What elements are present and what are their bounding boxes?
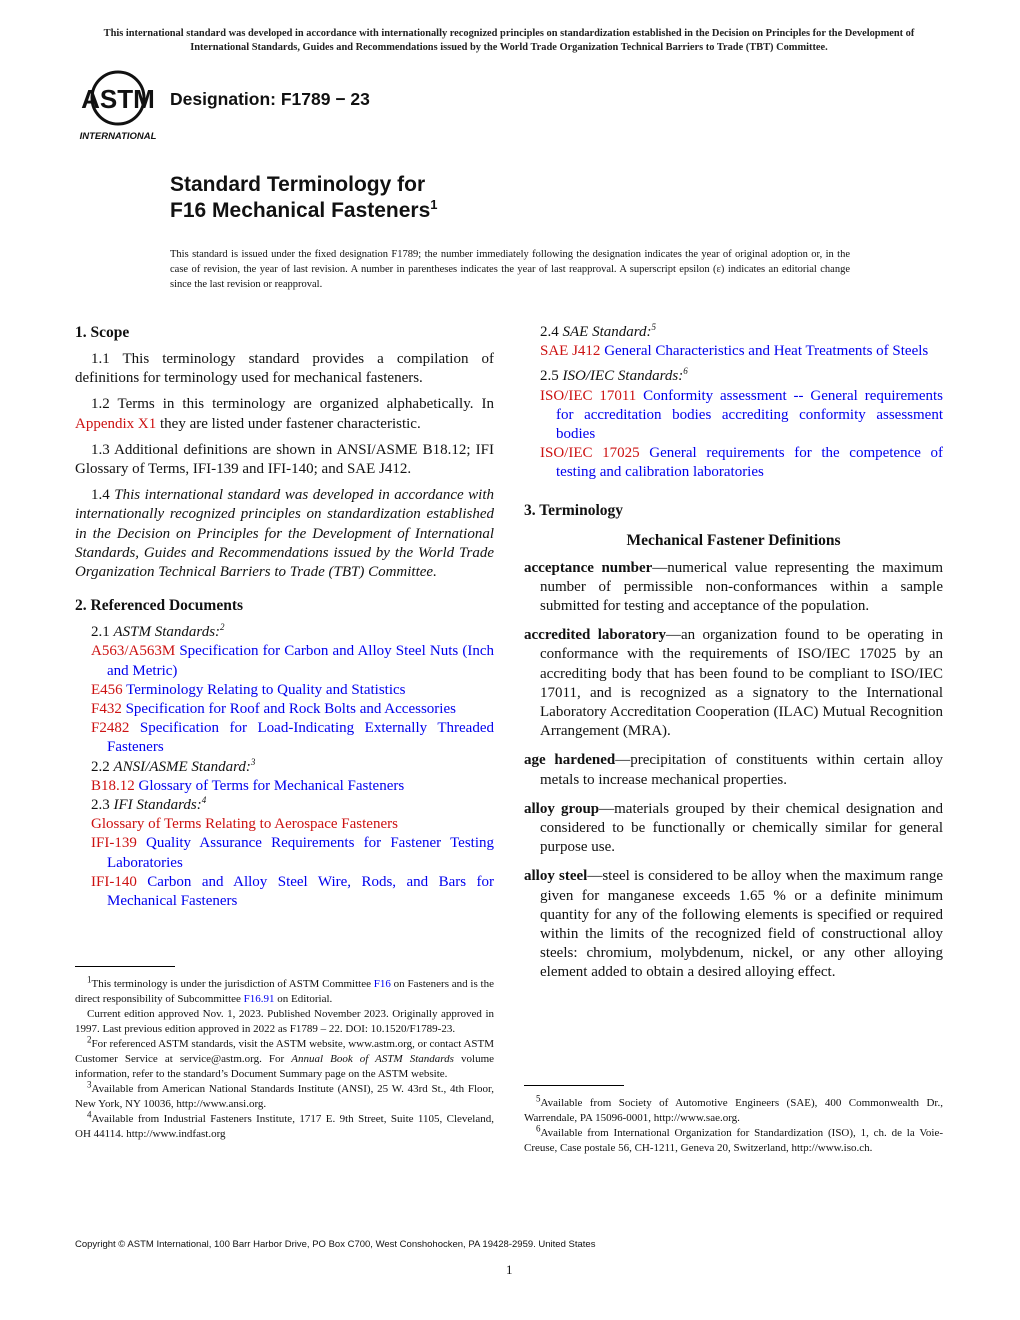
reference-code-link[interactable]: IFI-139 [91, 835, 137, 852]
reference-title-link[interactable]: Glossary of Terms for Mechanical Fasteners [138, 777, 405, 794]
definition-text: —an organization found to be operating in conformance with the requirements of ISO/IEC 17025 by an accrediting body that has been found to be compliant to ISO/IEC 17011, and is recognized as a signatory to the International Laboratory Accreditation Cooperation (ILAC) Mutual Recognition Arrangement (MRA). [540, 627, 943, 740]
left-column [75, 323, 494, 911]
title-line-1: Standard Terminology for [170, 173, 426, 196]
footnote-3: $^3$Available from American National Standards Institute (ANSI), 25 W. 43rd St., 4th Floor, New York, NY 10036, http://www.ansi.org. [75, 1079, 494, 1110]
definition-term: accredited laboratory [524, 627, 667, 644]
reference-code-link[interactable]: F432 [91, 701, 122, 718]
reference-item[interactable] [75, 681, 494, 700]
reference-item[interactable] [75, 700, 494, 719]
ansi-standard-label: 2.2 ANSI/ASME Standard:$^3$ [91, 756, 256, 775]
reference-item[interactable] [75, 642, 494, 680]
page-number: 1 [506, 1262, 513, 1277]
reference-title-link[interactable]: General requirements for the competence of testing and calibration laboratories [556, 445, 944, 481]
reference-code-link[interactable]: A563/A563M [91, 643, 176, 660]
reference-title-link[interactable]: Carbon and Alloy Steel Wire, Rods, and Bars for Mechanical Fasteners [107, 873, 494, 910]
reference-code-link[interactable]: ISO/IEC 17011 [540, 387, 637, 404]
reference-item[interactable] [75, 873, 494, 911]
reference-code-link[interactable]: Glossary of Terms Relating to Aerospace Fasteners [91, 816, 398, 833]
reference-item[interactable] [75, 777, 494, 796]
definitions-subheading: Mechanical Fastener Definitions [626, 531, 841, 549]
reference-item[interactable] [75, 815, 494, 834]
f16-91-link[interactable]: F16.91 [243, 993, 275, 1005]
issuance-note: This standard is issued under the fixed designation F1789; the number immediately following the designation indicates the year of original adoption or, in the case of revision, the year of last revision. A number in parentheses indicates the year of last reapproval. A superscript epsilon (ε) indicates an editorial change since the last revision or reapproval. [170, 249, 850, 290]
definition-text: —numerical value representing the maximum number of permissible non-conformances within a sample submitted for testing and acceptance of the population. [540, 559, 943, 615]
footnote-6: $^6$Available from International Organization for Standardization (ISO), 1, ch. de la Voie-Creuse, Case postale 56, CH-1211, Geneva 20, Switzerland, http://www.iso.ch. [524, 1123, 943, 1154]
definition-term: age hardened [524, 752, 616, 769]
footnote-4: $^4$Available from Industrial Fasteners Institute, 1717 E. 9th Street, Suite 1105, Cleveland, OH 44114. http://www.indfast.org [75, 1109, 494, 1140]
reference-code-link[interactable]: SAE J412 [540, 343, 601, 360]
referenced-documents-heading: 2. Referenced Documents [75, 597, 244, 615]
reference-title-link[interactable]: Specification for Roof and Rock Bolts and Accessories [125, 701, 456, 718]
scope-1-2: 1.2 Terms in this terminology are organized alphabetically. In Appendix X1 they are listed under fastener characteristic. [75, 396, 494, 432]
scope-1-4: 1.4 This international standard was developed in accordance with internationally recognized principles on standardization established in the Decision on Principles for the Development of International Standards, Guides and Recommendations issued by the World Trade Organization Technical Barriers to Trade (TBT) Committee. [75, 487, 494, 581]
definition-entry [524, 626, 943, 741]
designation: Designation: F1789 − 23 [170, 89, 370, 109]
definition-entry [524, 751, 943, 789]
reference-title-link[interactable]: Terminology Relating to Quality and Statistics [126, 681, 406, 698]
definition-entry [524, 800, 943, 858]
right-column [524, 323, 943, 993]
reference-code-link[interactable]: IFI-140 [91, 873, 137, 890]
definition-term: alloy group [524, 800, 600, 817]
scope-1-1: 1.1 This terminology standard provides a compilation of definitions for terminology used for mechanical fasteners. [75, 351, 494, 387]
reference-code-link[interactable]: ISO/IEC 17025 [540, 445, 640, 462]
definition-text: —materials grouped by their chemical designation and considered to be functionally or chemically similar for general purpose use. [540, 800, 943, 856]
reference-title-link[interactable]: General Characteristics and Heat Treatments of Steels [604, 343, 929, 360]
footnotes-right [524, 1085, 943, 1156]
astm-logo-icon [76, 68, 160, 142]
reference-item[interactable] [524, 387, 943, 445]
footnote-2: $^2$For referenced ASTM standards, visit the ASTM website, www.astm.org, or contact ASTM Customer Service at service@astm.org. For Annual Book of ASTM Standards volume information, refer to the standard’s Document Summary page on the ASTM website. [75, 1034, 495, 1080]
footnote-rule [75, 966, 175, 967]
terminology-heading: 3. Terminology [524, 501, 624, 519]
reference-code-link[interactable]: B18.12 [91, 777, 135, 794]
sae-standard-label: 2.4 SAE Standard:$^5$ [540, 322, 657, 340]
footnote-rule [524, 1085, 624, 1086]
reference-code-link[interactable]: E456 [91, 681, 123, 698]
definition-text: —precipitation of constituents within certain alloy metals to increase mechanical properties. [540, 752, 943, 788]
svg-text:INTERNATIONAL: INTERNATIONAL [79, 131, 157, 142]
footnotes-left [75, 966, 494, 1142]
scope-heading: 1. Scope [75, 324, 130, 341]
svg-text:ASTM: ASTM [81, 84, 155, 114]
copyright: Copyright © ASTM International, 100 Barr Harbor Drive, PO Box C700, West Conshohocken, PA 19428-2959. United States [75, 1239, 596, 1250]
definition-term: alloy steel [524, 868, 588, 885]
scope-1-3: 1.3 Additional definitions are shown in ANSI/ASME B18.12; IFI Glossary of Terms, IFI-139 and IFI-140; and SAE J412. [75, 441, 494, 478]
reference-title-link[interactable]: Specification for Load-Indicating Externally Threaded Fasteners [107, 720, 495, 756]
footnote-5: $^5$Available from Society of Automotive Engineers (SAE), 400 Commonwealth Dr., Warrendale, PA 15096-0001, http://www.sae.org. [524, 1093, 943, 1124]
appendix-link[interactable]: Appendix X1 [75, 415, 157, 432]
reference-title-link[interactable]: Conformity assessment -- General requirements for accreditation bodies accrediting conformity assessment bodies [556, 387, 944, 443]
standard-notice: This international standard was developed in accordance with internationally recognized principles on standardization established in the Decision on Principles for the Development of International Standards, Guides and Recommendations issued by the World Trade Organization Technical Barriers to Trade (TBT) Committee. [103, 28, 915, 53]
astm-standards-label: 2.1 ASTM Standards:$^2$ [91, 622, 225, 641]
reference-item[interactable] [524, 342, 943, 361]
definition-term: acceptance number [524, 559, 653, 576]
reference-item[interactable] [75, 834, 494, 872]
footnote-1: $^1$This terminology is under the jurisdiction of ASTM Committee F16 on Fasteners and is the direct responsibility of Subcommittee F16.91 on Editorial. [75, 974, 494, 1005]
title-footnote-ref[interactable]: 1 [430, 197, 438, 212]
document-title [170, 172, 438, 224]
ifi-standards-label: 2.3 IFI Standards:$^4$ [91, 795, 207, 814]
reference-title-link[interactable]: Quality Assurance Requirements for Fastener Testing Laboratories [107, 835, 495, 871]
definition-text: —steel is considered to be alloy when the maximum range given for manganese exceeds 1.65 % or a definite minimum quantity for any of the following elements is specified or required within the limits of the recognized field of constructional alloy steels: chromium, molybdenum, nickel, or any other alloying element added to obtain a desired alloying effect. [540, 868, 943, 981]
reference-title-link[interactable]: Specification for Carbon and Alloy Steel Nuts (Inch and Metric) [107, 643, 495, 679]
reference-code-link[interactable]: F2482 [91, 720, 130, 737]
reference-item[interactable] [524, 444, 943, 482]
reference-item[interactable] [75, 719, 494, 757]
f16-link[interactable]: F16 [373, 978, 391, 990]
footnote-1-edition: Current edition approved Nov. 1, 2023. Published November 2023. Originally approved in 1997. Last previous edition approved in 2022 as F1789 – 22. DOI: 10.1520/F1789-23. [75, 1008, 494, 1035]
definition-entry [524, 559, 943, 617]
definition-entry [524, 867, 943, 982]
title-line-2: F16 Mechanical Fasteners [170, 199, 431, 222]
iso-standards-label: 2.5 ISO/IEC Standards:$^6$ [540, 366, 688, 385]
